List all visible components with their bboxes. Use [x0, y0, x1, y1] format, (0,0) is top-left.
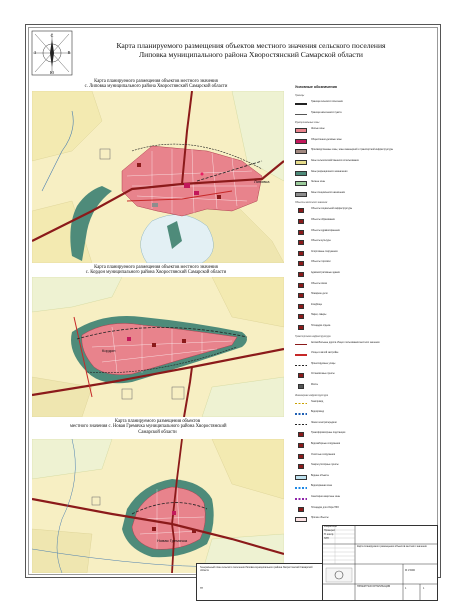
legend-swatch-icon [295, 128, 307, 133]
legend-item [291, 251, 409, 257]
map-sheet [25, 24, 441, 590]
map-lipovka[interactable] [32, 91, 284, 263]
legend-item-label: Линии электропередачи [311, 421, 337, 424]
panel-3-title-line1: Карта планируемого размещения объектов [114, 419, 201, 424]
legend-swatch-icon [298, 325, 304, 330]
map-novaya-gremyachka[interactable] [32, 439, 284, 573]
legend-swatch-icon [295, 498, 307, 500]
legend-item [291, 208, 409, 214]
legend-section: Объекты местного значения [295, 202, 328, 205]
legend-item-label: Водозаборные сооружения [311, 443, 341, 445]
legend-item [291, 342, 409, 348]
legend-item-label: Объекты связи [311, 282, 328, 285]
legend-swatch-icon [295, 517, 307, 522]
legend-item [291, 293, 409, 299]
legend-swatch-icon [298, 454, 304, 459]
stamp-sheets-total: 1 [423, 587, 425, 590]
legend-item-label: Парки, скверы [311, 314, 327, 317]
legend-swatch-icon [295, 171, 307, 176]
legend [291, 85, 409, 547]
legend-swatch-icon [298, 507, 304, 512]
legend-swatch-icon [298, 464, 304, 469]
legend-item [291, 363, 409, 369]
legend-item [291, 112, 409, 118]
legend-item [291, 272, 409, 278]
legend-swatch-icon [295, 413, 307, 415]
stamp-role-2: Проверил [324, 529, 336, 532]
legend-item [291, 160, 409, 166]
legend-swatch-icon [298, 272, 304, 277]
legend-item [291, 496, 409, 502]
panel-3-title-line3: Самарской области [138, 429, 177, 435]
legend-swatch-icon [298, 230, 304, 235]
legend-swatch-icon [298, 219, 304, 224]
legend-swatch-icon [295, 487, 307, 489]
legend-item-label: Зоны специального назначения [311, 191, 345, 194]
compass-north: С [50, 33, 54, 38]
legend-item-label: Площадки отдыха [311, 325, 331, 327]
legend-item [291, 475, 409, 481]
legend-swatch-icon [295, 365, 307, 367]
legend-heading: Условные обозначения [295, 85, 337, 89]
legend-swatch-icon [295, 192, 307, 197]
legend-item-label: Газорегуляторные пункты [311, 464, 339, 467]
compass-south: Ю [49, 70, 55, 75]
legend-item-label: Водные объекты [311, 474, 329, 477]
legend-item-label: Граница сельского поселения [311, 101, 343, 103]
legend-item-label: Производственные зоны, зоны инженерной и транспортной инфраструктуры [311, 149, 394, 152]
legend-item [291, 432, 409, 438]
title-block [322, 525, 438, 601]
legend-item-label: Водопровод [311, 411, 324, 414]
legend-item-label: Граница населенного пункта [311, 111, 342, 114]
legend-swatch-icon [295, 114, 307, 116]
legend-item-label: Улицы в жилой застройке [311, 352, 339, 355]
legend-item [291, 401, 409, 407]
legend-item [291, 171, 409, 177]
legend-item [291, 181, 409, 187]
panel-3-title [70, 419, 245, 435]
legend-swatch-icon [298, 251, 304, 256]
legend-item-label: Объекты образования [311, 219, 335, 221]
stamp-role-3: Н. контр. [324, 533, 334, 536]
legend-item [291, 411, 409, 417]
panel-2-place-label: Кордон [102, 348, 116, 353]
legend-item [291, 422, 409, 428]
stamp-company: ПРОЕКТНАЯ ОРГАНИЗАЦИЯ [357, 585, 391, 588]
stamp-project: Генеральный план сельского поселения Липовка муниципального района Хворостянский Самарской области [200, 566, 313, 572]
legend-swatch-icon [298, 314, 304, 319]
legend-item-label: Спортивные сооружения [311, 250, 338, 253]
legend-item [291, 261, 409, 267]
legend-item [291, 517, 409, 523]
legend-item [291, 373, 409, 379]
legend-item-label: Прочие объекты [311, 517, 329, 520]
legend-item [291, 219, 409, 225]
legend-item [291, 384, 409, 390]
legend-item-label: Газопровод [311, 400, 324, 403]
stamp-role-1: Разработал [324, 525, 338, 528]
panel-2-title [36, 265, 276, 276]
legend-item [291, 325, 409, 331]
compass-rose-icon [31, 30, 73, 76]
map-kordon[interactable] [32, 277, 284, 417]
legend-swatch-icon [298, 443, 304, 448]
legend-swatch-icon [295, 160, 307, 165]
panel-2-title-line2: с. Кордон муниципального района Хворостянский Самарской области [85, 270, 227, 276]
compass-east: В [67, 50, 71, 55]
legend-item [291, 192, 409, 198]
legend-item-label: Водоохранная зона [311, 485, 332, 488]
legend-item-label: Общественно-деловые зоны [311, 138, 342, 141]
page-title-line2: Липовка муниципального района Хворостянский Самарской области [139, 50, 363, 59]
legend-item [291, 314, 409, 320]
legend-item [291, 240, 409, 246]
legend-swatch-icon [298, 432, 304, 437]
stamp-sheet-title: Карта планируемого размещения объектов местного значения [357, 545, 427, 548]
legend-swatch-icon [295, 344, 307, 346]
page-title [86, 41, 416, 59]
legend-item [291, 304, 409, 310]
legend-section: Функциональные зоны [295, 122, 320, 125]
legend-item-label: Очистные сооружения [311, 453, 336, 456]
legend-item [291, 149, 409, 155]
legend-item [291, 485, 409, 491]
legend-item [291, 139, 409, 145]
legend-item [291, 128, 409, 134]
stamp-stage: ГП [200, 587, 204, 590]
page-title-line1: Карта планируемого размещения объектов местного значения сельского поселения [116, 41, 386, 50]
stamp-role-4: ГИП [324, 537, 329, 540]
legend-item [291, 352, 409, 358]
legend-item-label: Административные здания [311, 272, 340, 274]
compass-west: З [33, 50, 37, 55]
legend-swatch-icon [298, 283, 304, 288]
legend-item-label: Трансформаторные подстанции [311, 432, 346, 435]
legend-item-label: Площадки для сбора ТБО [311, 506, 339, 509]
legend-swatch-icon [298, 304, 304, 309]
legend-item [291, 283, 409, 289]
legend-item [291, 101, 409, 107]
legend-item-label: Объекты социальной инфраструктуры [311, 208, 353, 211]
legend-swatch-icon [295, 139, 307, 144]
legend-swatch-icon [298, 240, 304, 245]
legend-item [291, 443, 409, 449]
legend-section: Транспортная инфраструктура [295, 335, 331, 338]
legend-swatch-icon [298, 373, 304, 378]
legend-swatch-icon [298, 208, 304, 213]
panel-1-place-label: Липовка [254, 179, 270, 184]
legend-swatch-icon [298, 293, 304, 298]
legend-item-label: Кладбище [311, 303, 323, 306]
legend-item-label: Лесные зоны [311, 181, 325, 184]
legend-swatch-icon [295, 354, 307, 356]
stamp-sheet-number: 1 [405, 587, 407, 590]
legend-swatch-icon [295, 475, 307, 480]
legend-swatch-icon [295, 181, 307, 186]
legend-item-label: Остановочные пункты [311, 373, 335, 376]
panel-2-title-line1: Карта планируемого размещения объектов местного значения [94, 265, 218, 270]
legend-section: Инженерная инфраструктура [295, 394, 329, 397]
legend-swatch-icon [298, 384, 304, 389]
legend-section: Границы [295, 95, 305, 97]
legend-item-label: Зоны рекреационного назначения [311, 170, 348, 173]
legend-swatch-icon [295, 103, 307, 105]
legend-item-label: Зоны сельскохозяйственного использования [311, 160, 359, 162]
panel-3-title-line2: местного значения с. Новая Гремячка муниципального района Хворостянский [70, 424, 227, 430]
title-block-left [196, 563, 323, 601]
panel-3-place-label: Новая Гремячка [157, 538, 188, 543]
legend-swatch-icon [298, 261, 304, 266]
legend-item-label: Объекты здравоохранения [311, 229, 340, 232]
stamp-grid [323, 526, 437, 600]
legend-item-label: Объекты культуры [311, 240, 331, 243]
legend-item-label: Автомобильные дороги общего пользования местного значения [311, 341, 380, 344]
legend-item-label: Мосты [311, 384, 319, 386]
stamp-scale: М 1:5000 [405, 569, 415, 572]
panel-1-title-line2: с. Липовка муниципального района Хворостянский Самарской области [84, 84, 228, 90]
legend-item [291, 454, 409, 460]
legend-swatch-icon [295, 403, 307, 405]
legend-item-label: Проектируемые улицы [311, 362, 336, 365]
legend-swatch-icon [295, 149, 307, 154]
legend-item [291, 464, 409, 470]
legend-item-label: Санитарно-защитные зоны [311, 496, 341, 498]
panel-1-title-line1: Карта планируемого размещения объектов местного значения [94, 79, 218, 84]
legend-item-label: Объекты торговли [311, 261, 331, 264]
legend-swatch-icon [295, 424, 307, 426]
legend-item-label: Жилые зоны [311, 128, 325, 131]
legend-item [291, 507, 409, 513]
panel-1-title [36, 79, 276, 90]
legend-item [291, 230, 409, 236]
legend-item-label: Пожарное депо [311, 293, 328, 296]
